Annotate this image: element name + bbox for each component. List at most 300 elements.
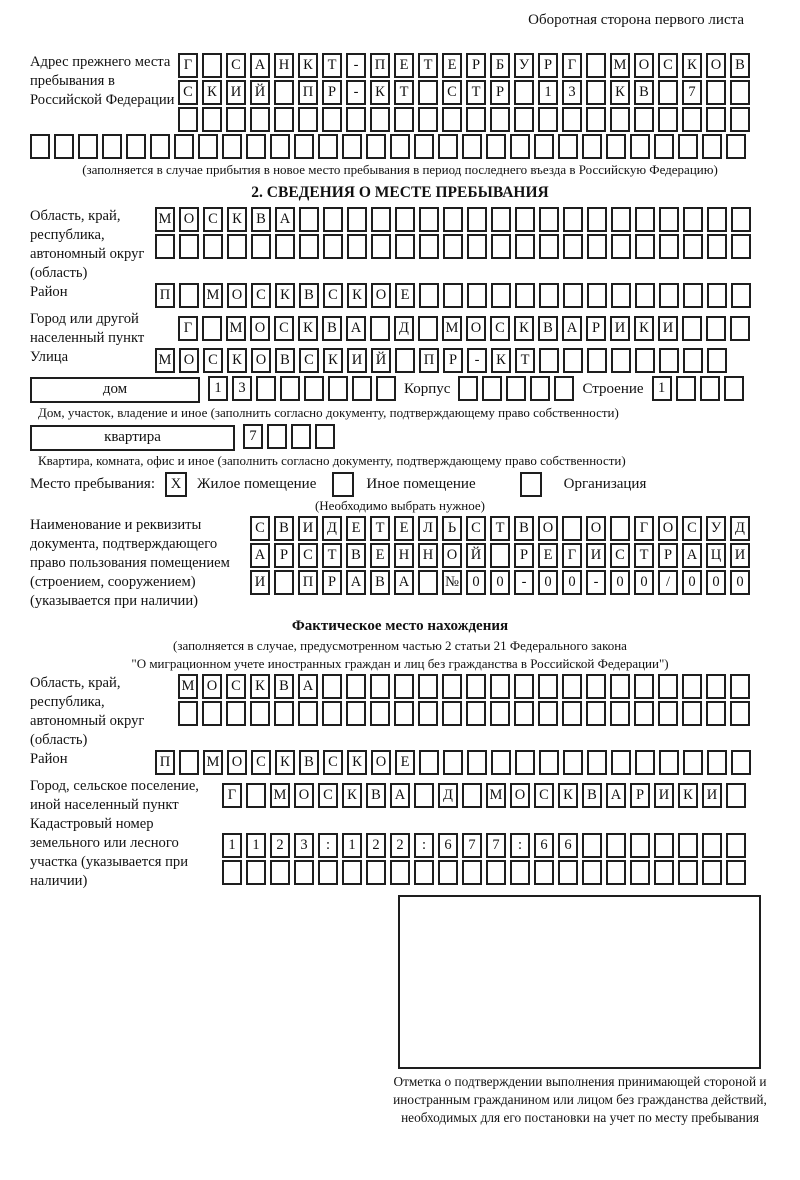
char-box[interactable]: О [510, 783, 530, 808]
char-box[interactable]: Й [250, 80, 270, 105]
char-box[interactable] [683, 750, 703, 775]
char-box[interactable]: М [178, 674, 198, 699]
char-box[interactable] [611, 348, 631, 373]
char-box[interactable]: К [202, 80, 222, 105]
char-box[interactable]: К [298, 316, 318, 341]
char-box[interactable] [659, 283, 679, 308]
char-box[interactable] [707, 348, 727, 373]
char-box[interactable] [506, 376, 526, 401]
char-box[interactable]: / [658, 570, 678, 595]
char-box[interactable] [562, 107, 582, 132]
char-box[interactable] [587, 283, 607, 308]
char-box[interactable] [491, 750, 511, 775]
char-box[interactable] [280, 376, 300, 401]
char-box[interactable]: Г [178, 53, 198, 78]
char-box[interactable]: В [514, 516, 534, 541]
char-box[interactable] [731, 750, 751, 775]
char-box[interactable] [563, 750, 583, 775]
char-box[interactable] [462, 783, 482, 808]
char-box[interactable] [299, 207, 319, 232]
char-box[interactable]: Р [538, 53, 558, 78]
char-box[interactable] [635, 207, 655, 232]
char-box[interactable] [707, 234, 727, 259]
char-box[interactable]: С [226, 53, 246, 78]
char-box[interactable]: П [298, 80, 318, 105]
char-box[interactable] [246, 783, 266, 808]
char-box[interactable] [611, 283, 631, 308]
char-box[interactable] [179, 750, 199, 775]
char-box[interactable] [490, 107, 510, 132]
char-box[interactable] [203, 234, 223, 259]
char-box[interactable]: Р [514, 543, 534, 568]
char-box[interactable] [418, 316, 438, 341]
char-box[interactable] [467, 207, 487, 232]
char-box[interactable] [562, 701, 582, 726]
char-box[interactable]: К [558, 783, 578, 808]
char-box[interactable] [563, 283, 583, 308]
char-box[interactable]: - [586, 570, 606, 595]
char-box[interactable] [491, 234, 511, 259]
char-box[interactable] [174, 134, 194, 159]
char-box[interactable] [328, 376, 348, 401]
char-box[interactable]: К [227, 207, 247, 232]
char-box[interactable] [322, 701, 342, 726]
char-box[interactable] [539, 234, 559, 259]
char-box[interactable] [462, 134, 482, 159]
char-box[interactable] [202, 53, 222, 78]
char-box[interactable] [659, 348, 679, 373]
char-box[interactable]: Д [394, 316, 414, 341]
char-box[interactable]: И [226, 80, 246, 105]
char-box[interactable] [586, 107, 606, 132]
char-box[interactable]: К [370, 80, 390, 105]
char-box[interactable]: М [486, 783, 506, 808]
char-box[interactable] [267, 424, 287, 449]
char-box[interactable] [635, 750, 655, 775]
char-box[interactable] [582, 134, 602, 159]
char-box[interactable] [682, 701, 702, 726]
char-box[interactable] [414, 860, 434, 885]
char-box[interactable] [515, 234, 535, 259]
char-box[interactable] [418, 570, 438, 595]
char-box[interactable] [539, 207, 559, 232]
char-box[interactable]: У [514, 53, 534, 78]
char-box[interactable]: В [275, 348, 295, 373]
char-box[interactable] [298, 107, 318, 132]
char-box[interactable] [202, 701, 222, 726]
char-box[interactable] [315, 424, 335, 449]
char-box[interactable]: Р [274, 543, 294, 568]
char-box[interactable] [530, 376, 550, 401]
char-box[interactable] [442, 701, 462, 726]
char-box[interactable]: Т [515, 348, 535, 373]
char-box[interactable] [630, 860, 650, 885]
char-box[interactable]: Р [322, 570, 342, 595]
char-box[interactable]: С [610, 543, 630, 568]
char-box[interactable]: О [179, 348, 199, 373]
char-box[interactable]: Н [418, 543, 438, 568]
char-box[interactable] [682, 316, 702, 341]
char-box[interactable]: О [538, 516, 558, 541]
char-box[interactable] [291, 424, 311, 449]
char-box[interactable] [730, 701, 750, 726]
char-box[interactable] [298, 701, 318, 726]
char-box[interactable] [370, 701, 390, 726]
char-box[interactable] [30, 134, 50, 159]
char-box[interactable] [179, 234, 199, 259]
char-box[interactable] [366, 134, 386, 159]
char-box[interactable] [707, 283, 727, 308]
char-box[interactable]: Р [490, 80, 510, 105]
char-box[interactable] [482, 376, 502, 401]
char-box[interactable] [438, 860, 458, 885]
char-box[interactable] [371, 207, 391, 232]
char-box[interactable] [730, 674, 750, 699]
char-box[interactable] [682, 107, 702, 132]
char-box[interactable] [418, 701, 438, 726]
char-box[interactable] [318, 134, 338, 159]
char-box[interactable]: - [346, 53, 366, 78]
char-box[interactable] [658, 107, 678, 132]
char-box[interactable] [442, 674, 462, 699]
char-box[interactable]: С [203, 207, 223, 232]
char-box[interactable] [586, 80, 606, 105]
char-box[interactable] [150, 134, 170, 159]
char-box[interactable]: С [318, 783, 338, 808]
char-box[interactable] [370, 107, 390, 132]
char-box[interactable]: И [347, 348, 367, 373]
char-box[interactable]: О [250, 316, 270, 341]
char-box[interactable]: Н [394, 543, 414, 568]
char-box[interactable] [630, 134, 650, 159]
char-box[interactable]: О [442, 543, 462, 568]
char-box[interactable] [394, 701, 414, 726]
char-box[interactable] [491, 283, 511, 308]
char-box[interactable]: Е [395, 750, 415, 775]
char-box[interactable] [606, 134, 626, 159]
char-box[interactable]: П [419, 348, 439, 373]
char-box[interactable]: Т [466, 80, 486, 105]
char-box[interactable] [586, 701, 606, 726]
char-box[interactable] [515, 207, 535, 232]
char-box[interactable]: В [274, 516, 294, 541]
char-box[interactable] [538, 674, 558, 699]
char-box[interactable]: А [298, 674, 318, 699]
char-box[interactable]: - [514, 570, 534, 595]
char-box[interactable]: А [250, 543, 270, 568]
char-box[interactable] [634, 107, 654, 132]
char-box[interactable] [726, 783, 746, 808]
char-box[interactable]: В [366, 783, 386, 808]
char-box[interactable] [582, 833, 602, 858]
char-box[interactable] [274, 570, 294, 595]
char-box[interactable]: С [250, 516, 270, 541]
char-box[interactable] [222, 860, 242, 885]
char-box[interactable] [418, 674, 438, 699]
char-box[interactable] [246, 134, 266, 159]
char-box[interactable]: 0 [490, 570, 510, 595]
char-box[interactable]: К [634, 316, 654, 341]
char-box[interactable] [202, 107, 222, 132]
char-box[interactable]: О [227, 750, 247, 775]
char-box[interactable]: К [275, 283, 295, 308]
char-box[interactable] [634, 674, 654, 699]
char-box[interactable] [486, 860, 506, 885]
char-box[interactable]: К [682, 53, 702, 78]
char-box[interactable] [587, 207, 607, 232]
char-box[interactable]: 3 [232, 376, 252, 401]
char-box[interactable]: 6 [438, 833, 458, 858]
kvartira-type-box[interactable]: квартира [30, 425, 235, 451]
char-box[interactable] [352, 376, 372, 401]
char-box[interactable] [486, 134, 506, 159]
char-box[interactable] [514, 80, 534, 105]
char-box[interactable]: Р [466, 53, 486, 78]
char-box[interactable] [275, 234, 295, 259]
char-box[interactable] [610, 674, 630, 699]
char-box[interactable] [683, 234, 703, 259]
char-box[interactable]: Д [438, 783, 458, 808]
char-box[interactable]: 7 [486, 833, 506, 858]
char-box[interactable]: 2 [270, 833, 290, 858]
char-box[interactable] [346, 107, 366, 132]
char-box[interactable] [730, 316, 750, 341]
char-box[interactable]: С [534, 783, 554, 808]
char-box[interactable] [414, 783, 434, 808]
char-box[interactable]: К [514, 316, 534, 341]
char-box[interactable]: И [250, 570, 270, 595]
char-box[interactable]: 0 [682, 570, 702, 595]
char-box[interactable]: № [442, 570, 462, 595]
char-box[interactable] [304, 376, 324, 401]
char-box[interactable] [274, 80, 294, 105]
char-box[interactable]: Р [630, 783, 650, 808]
char-box[interactable] [610, 701, 630, 726]
char-box[interactable]: О [658, 516, 678, 541]
char-box[interactable] [707, 207, 727, 232]
char-box[interactable] [491, 207, 511, 232]
char-box[interactable]: Т [394, 80, 414, 105]
char-box[interactable] [322, 107, 342, 132]
char-box[interactable] [510, 134, 530, 159]
char-box[interactable]: Й [466, 543, 486, 568]
char-box[interactable] [702, 833, 722, 858]
char-box[interactable]: С [298, 543, 318, 568]
char-box[interactable]: С [682, 516, 702, 541]
char-box[interactable] [606, 860, 626, 885]
char-box[interactable]: К [610, 80, 630, 105]
char-box[interactable] [250, 701, 270, 726]
char-box[interactable] [730, 107, 750, 132]
char-box[interactable] [534, 860, 554, 885]
char-box[interactable]: Б [490, 53, 510, 78]
char-box[interactable] [539, 348, 559, 373]
char-box[interactable] [366, 860, 386, 885]
char-box[interactable] [731, 207, 751, 232]
char-box[interactable]: Е [395, 283, 415, 308]
char-box[interactable]: Т [322, 543, 342, 568]
char-box[interactable] [706, 107, 726, 132]
char-box[interactable] [563, 207, 583, 232]
char-box[interactable]: В [730, 53, 750, 78]
char-box[interactable] [731, 283, 751, 308]
char-box[interactable]: 1 [342, 833, 362, 858]
char-box[interactable] [726, 833, 746, 858]
char-box[interactable]: В [299, 283, 319, 308]
char-box[interactable]: К [678, 783, 698, 808]
char-box[interactable] [562, 516, 582, 541]
char-box[interactable] [54, 134, 74, 159]
char-box[interactable] [467, 750, 487, 775]
char-box[interactable] [418, 80, 438, 105]
char-box[interactable] [610, 516, 630, 541]
char-box[interactable] [438, 134, 458, 159]
char-box[interactable] [635, 234, 655, 259]
char-box[interactable]: М [226, 316, 246, 341]
char-box[interactable] [563, 234, 583, 259]
char-box[interactable]: Т [418, 53, 438, 78]
char-box[interactable] [376, 376, 396, 401]
char-box[interactable] [442, 107, 462, 132]
char-box[interactable]: Е [370, 543, 390, 568]
char-box[interactable]: М [442, 316, 462, 341]
char-box[interactable] [274, 107, 294, 132]
char-box[interactable]: 0 [706, 570, 726, 595]
char-box[interactable] [610, 107, 630, 132]
char-box[interactable] [323, 234, 343, 259]
char-box[interactable] [510, 860, 530, 885]
char-box[interactable] [658, 80, 678, 105]
char-box[interactable]: К [227, 348, 247, 373]
option-zhiloe-checkbox[interactable]: X [165, 472, 187, 497]
char-box[interactable] [539, 283, 559, 308]
char-box[interactable]: И [298, 516, 318, 541]
char-box[interactable]: В [299, 750, 319, 775]
char-box[interactable]: - [346, 80, 366, 105]
char-box[interactable] [678, 860, 698, 885]
char-box[interactable]: А [275, 207, 295, 232]
char-box[interactable]: К [347, 283, 367, 308]
char-box[interactable] [466, 674, 486, 699]
char-box[interactable] [395, 207, 415, 232]
char-box[interactable]: К [275, 750, 295, 775]
char-box[interactable] [371, 234, 391, 259]
char-box[interactable]: О [227, 283, 247, 308]
char-box[interactable]: М [203, 283, 223, 308]
char-box[interactable]: 1 [222, 833, 242, 858]
char-box[interactable]: О [371, 283, 391, 308]
char-box[interactable] [635, 348, 655, 373]
char-box[interactable] [198, 134, 218, 159]
char-box[interactable] [466, 701, 486, 726]
char-box[interactable] [466, 107, 486, 132]
char-box[interactable] [726, 860, 746, 885]
char-box[interactable]: П [155, 750, 175, 775]
char-box[interactable]: В [322, 316, 342, 341]
char-box[interactable] [706, 674, 726, 699]
char-box[interactable]: С [490, 316, 510, 341]
char-box[interactable]: С [251, 750, 271, 775]
char-box[interactable]: Д [322, 516, 342, 541]
char-box[interactable] [611, 207, 631, 232]
char-box[interactable] [419, 283, 439, 308]
char-box[interactable] [78, 134, 98, 159]
char-box[interactable] [256, 376, 276, 401]
char-box[interactable] [611, 234, 631, 259]
char-box[interactable] [294, 134, 314, 159]
char-box[interactable] [490, 674, 510, 699]
char-box[interactable] [654, 134, 674, 159]
char-box[interactable] [443, 234, 463, 259]
char-box[interactable] [294, 860, 314, 885]
char-box[interactable]: И [658, 316, 678, 341]
dom-type-box[interactable]: дом [30, 377, 200, 403]
option-org-checkbox[interactable] [520, 472, 542, 497]
char-box[interactable] [346, 701, 366, 726]
char-box[interactable]: О [294, 783, 314, 808]
char-box[interactable] [606, 833, 626, 858]
char-box[interactable]: И [702, 783, 722, 808]
char-box[interactable] [394, 107, 414, 132]
char-box[interactable]: 7 [682, 80, 702, 105]
char-box[interactable]: Е [442, 53, 462, 78]
char-box[interactable] [467, 234, 487, 259]
char-box[interactable]: Т [634, 543, 654, 568]
char-box[interactable]: 6 [534, 833, 554, 858]
char-box[interactable] [419, 750, 439, 775]
char-box[interactable]: П [155, 283, 175, 308]
char-box[interactable]: Й [371, 348, 391, 373]
char-box[interactable] [731, 234, 751, 259]
char-box[interactable] [539, 750, 559, 775]
char-box[interactable]: 1 [652, 376, 672, 401]
char-box[interactable] [514, 674, 534, 699]
char-box[interactable]: И [586, 543, 606, 568]
char-box[interactable]: О [466, 316, 486, 341]
char-box[interactable]: М [610, 53, 630, 78]
char-box[interactable]: Р [658, 543, 678, 568]
char-box[interactable]: С [442, 80, 462, 105]
char-box[interactable]: В [274, 674, 294, 699]
char-box[interactable] [179, 283, 199, 308]
char-box[interactable] [390, 134, 410, 159]
char-box[interactable] [587, 348, 607, 373]
char-box[interactable]: Л [418, 516, 438, 541]
char-box[interactable]: - [467, 348, 487, 373]
char-box[interactable] [658, 674, 678, 699]
char-box[interactable] [683, 283, 703, 308]
char-box[interactable]: С [251, 283, 271, 308]
char-box[interactable]: И [654, 783, 674, 808]
char-box[interactable] [587, 750, 607, 775]
char-box[interactable] [635, 283, 655, 308]
char-box[interactable] [538, 701, 558, 726]
char-box[interactable] [515, 750, 535, 775]
char-box[interactable] [586, 53, 606, 78]
char-box[interactable] [534, 134, 554, 159]
char-box[interactable] [676, 376, 696, 401]
char-box[interactable] [270, 860, 290, 885]
char-box[interactable]: : [318, 833, 338, 858]
char-box[interactable]: Е [538, 543, 558, 568]
char-box[interactable]: 7 [243, 424, 263, 449]
char-box[interactable]: 7 [462, 833, 482, 858]
char-box[interactable]: Н [274, 53, 294, 78]
char-box[interactable]: С [178, 80, 198, 105]
char-box[interactable] [724, 376, 744, 401]
char-box[interactable]: П [370, 53, 390, 78]
char-box[interactable]: 1 [208, 376, 228, 401]
